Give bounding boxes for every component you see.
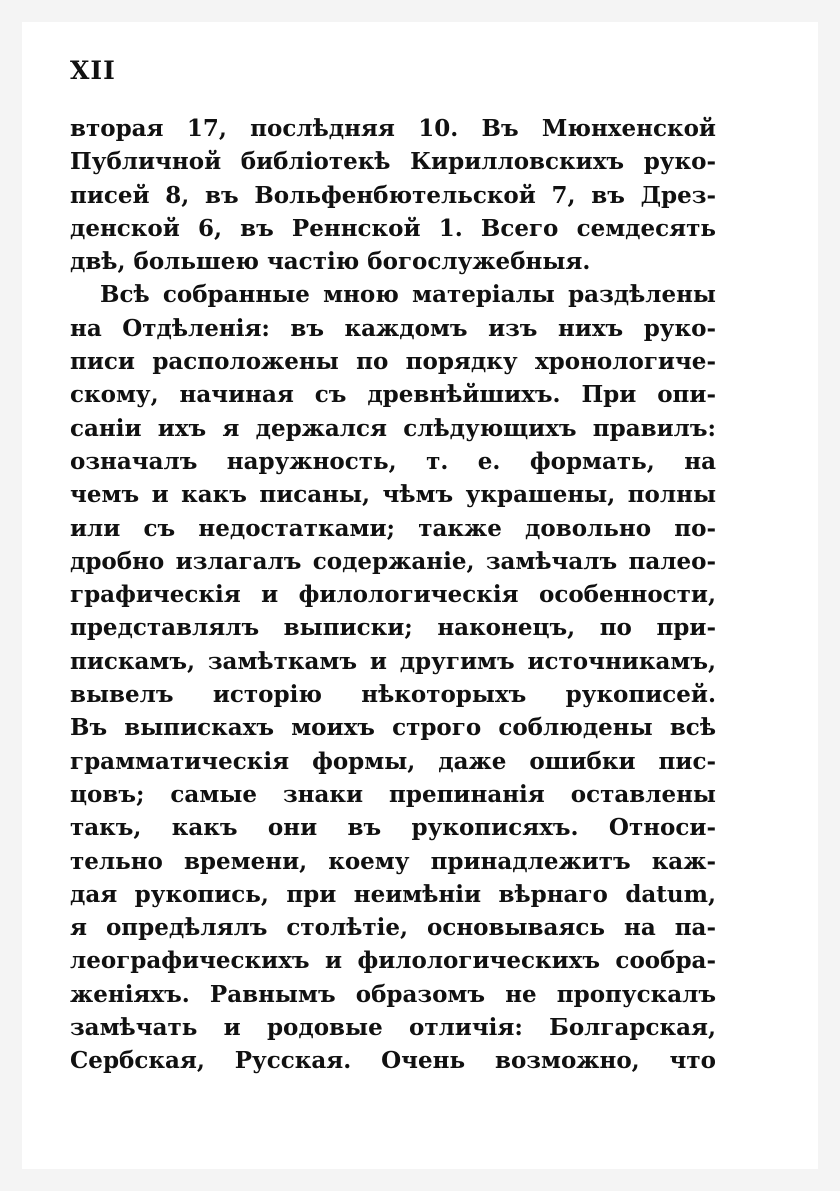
text-line: писей 8, въ Вольфенбютельской 7, въ Дрез- (70, 181, 716, 209)
text-line: такъ, какъ они въ рукописяхъ. Относи- (70, 814, 716, 842)
text-line: дробно излагалъ содержаніе, замѣчалъ палео- (70, 547, 716, 575)
text-line: леографическихъ и филологическихъ сообра- (70, 947, 716, 975)
text-line: Въ выпискахъ моихъ строго соблюдены всѣ (70, 714, 716, 742)
text-line: я опредѣлялъ столѣтіе, основываясь на па- (70, 914, 716, 942)
text-line: саніи ихъ я держался слѣдующихъ правилъ: (70, 414, 716, 442)
text-line: женіяхъ. Равнымъ образомъ не пропускалъ (70, 980, 716, 1008)
text-line: представлялъ выписки; наконецъ, по при- (70, 614, 716, 642)
page-number: XII (70, 56, 116, 85)
text-line: Сербская, Русская. Очень возможно, что (70, 1047, 716, 1075)
text-line: денской 6, въ Реннской 1. Всего семдесять (70, 214, 716, 242)
text-line: чемъ и какъ писаны, чѣмъ украшены, полны (70, 481, 716, 509)
text-line: писи расположены по порядку хронологиче- (70, 348, 716, 376)
text-line: Всѣ собранные мною матеріалы раздѣлены (100, 281, 716, 309)
text-line: Публичной библіотекѣ Кирилловскихъ руко- (70, 148, 716, 176)
text-line: пискамъ, замѣткамъ и другимъ источникамъ, (70, 647, 716, 675)
text-line: двѣ, большею частію богослужебныя. (70, 248, 591, 276)
text-line: вывелъ исторію нѣкоторыхъ рукописей. (70, 681, 716, 709)
text-line: вторая 17, послѣдняя 10. Въ Мюнхенской (70, 115, 716, 142)
text-line: скому, начиная съ древнѣйшихъ. При опи- (70, 381, 716, 409)
text-line: грамматическія формы, даже ошибки пис- (70, 747, 716, 775)
text-line: графическія и филологическія особенности, (70, 581, 716, 609)
text-line: дая рукопись, при неимѣніи вѣрнаго datum, (70, 880, 716, 908)
text-line: тельно времени, коему принадлежитъ каж- (70, 847, 716, 875)
text-line: или съ недостатками; также довольно по- (70, 514, 716, 542)
text-line: на Отдѣленія: въ каждомъ изъ нихъ руко- (70, 314, 716, 342)
body-text (70, 112, 716, 1078)
text-line: замѣчать и родовые отличія: Болгарская, (70, 1014, 716, 1042)
text-line: означалъ наружность, т. е. формать, на (70, 447, 716, 475)
text-line: цовъ; самые знаки препинанія оставлены (70, 780, 716, 808)
